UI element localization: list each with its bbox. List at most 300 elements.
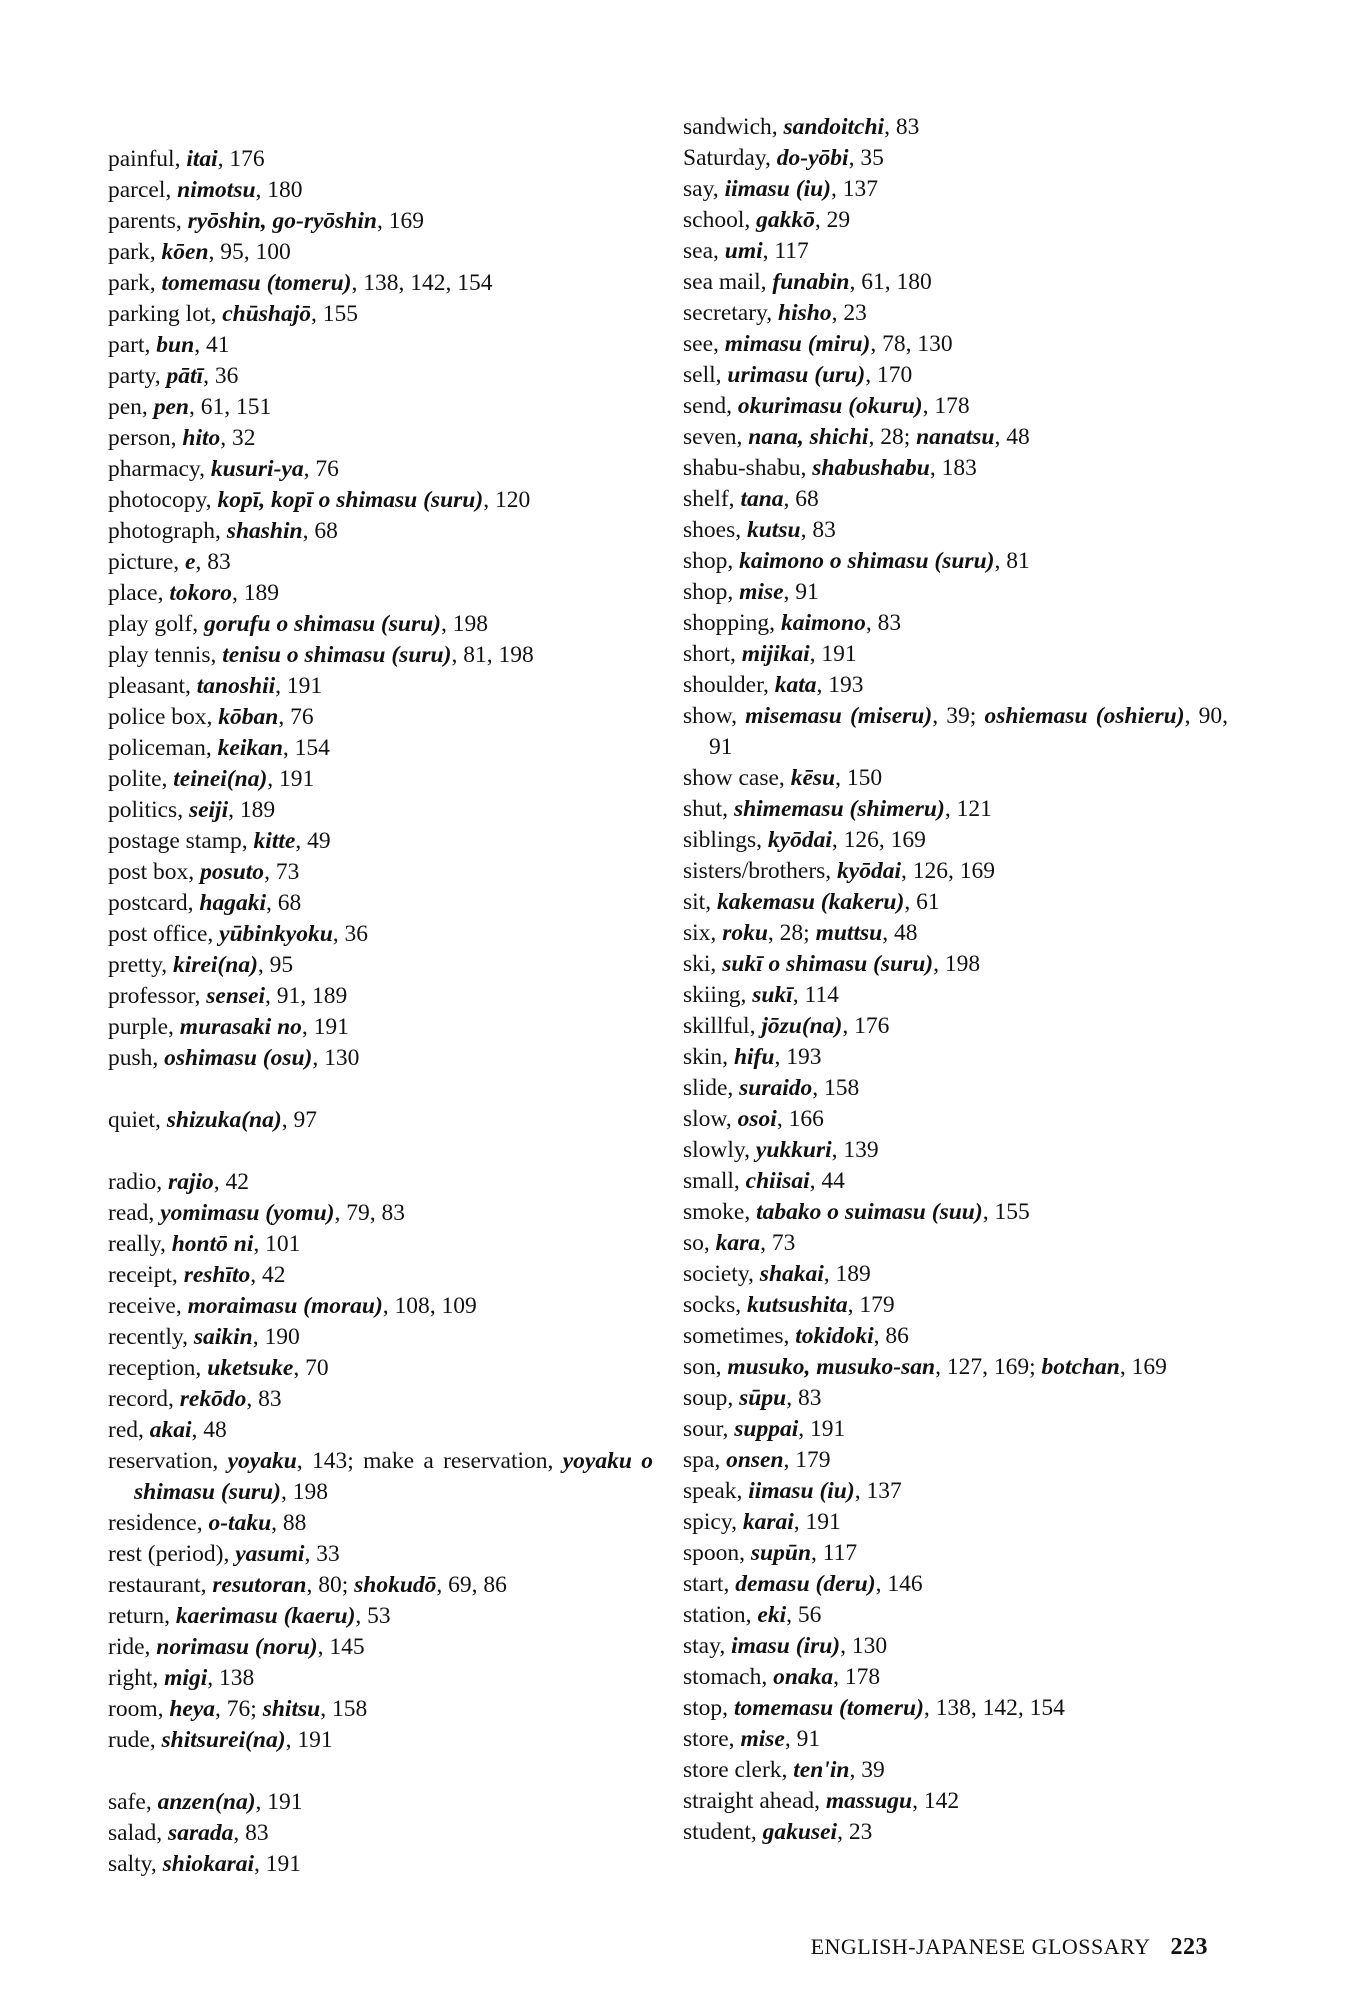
entry-text: shelf, [683, 486, 741, 512]
entry-text: , 191 [793, 1509, 841, 1535]
japanese-term: nana, shichi [748, 424, 869, 450]
glossary-entry [683, 763, 1228, 794]
japanese-term: yoyaku [227, 1448, 297, 1474]
entry-text: , 42 [250, 1262, 286, 1288]
japanese-term: massugu [825, 1788, 913, 1814]
japanese-term: urimasu (uru) [727, 362, 866, 388]
japanese-term: oshimasu (osu) [164, 1045, 313, 1071]
glossary-entry [108, 733, 653, 764]
entry-text: , 193 [816, 672, 864, 698]
glossary-entry [108, 392, 653, 423]
entry-text: sea, [683, 238, 725, 264]
japanese-term: e [185, 549, 196, 575]
entry-text: , 198 [933, 951, 981, 977]
japanese-term: hontō ni [171, 1231, 254, 1257]
japanese-term: itai [186, 146, 218, 172]
entry-text: , 35 [848, 145, 884, 171]
entry-text: , 48 [994, 424, 1030, 450]
japanese-term: tana [740, 486, 784, 512]
entry-text: siblings, [683, 827, 768, 853]
glossary-entry [683, 1104, 1228, 1135]
glossary-entry [683, 608, 1228, 639]
japanese-term: kaimono [780, 610, 866, 636]
entry-text: slowly, [683, 1137, 756, 1163]
entry-text: secretary, [683, 300, 779, 326]
entry-text: sometimes, [683, 1323, 796, 1349]
entry-text: shopping, [683, 610, 781, 636]
entry-text: spoon, [683, 1540, 751, 1566]
entry-text: , 193 [774, 1044, 822, 1070]
entry-text: , 150 [835, 765, 883, 791]
entry-text: , 108, 109 [382, 1293, 477, 1319]
japanese-term: iimasu (iu) [724, 176, 831, 202]
entry-text: postcard, [108, 890, 200, 916]
glossary-entry [683, 1197, 1228, 1228]
japanese-term: chiisai [745, 1168, 810, 1194]
entry-text: policeman, [108, 735, 218, 761]
japanese-term: kakemasu (kakeru) [716, 889, 905, 915]
japanese-term: muttsu [815, 920, 883, 946]
japanese-term: kutsushita [746, 1292, 848, 1318]
entry-text: , 169 [1119, 1354, 1167, 1380]
japanese-term: tomemasu (tomeru) [733, 1695, 924, 1721]
japanese-term: imasu (iru) [731, 1633, 841, 1659]
glossary-entry [683, 174, 1228, 205]
entry-text: , 130 [312, 1045, 360, 1071]
entry-text: painful, [108, 146, 187, 172]
entry-text: , 126, 169 [901, 858, 996, 884]
japanese-term: bun [156, 332, 195, 358]
glossary-entry [108, 206, 653, 237]
glossary-entry [683, 980, 1228, 1011]
glossary-entry [683, 1321, 1228, 1352]
japanese-term: do-yōbi [776, 145, 849, 171]
glossary-entry [683, 1290, 1228, 1321]
entry-text: show, [683, 703, 746, 729]
entry-text: , 61 [904, 889, 940, 915]
entry-text: person, [108, 425, 183, 451]
glossary-entry [683, 267, 1228, 298]
entry-text: park, [108, 270, 162, 296]
entry-text: , 179 [783, 1447, 831, 1473]
japanese-term: kirei(na) [173, 952, 258, 978]
entry-text: post box, [108, 859, 201, 885]
entry-text: radio, [108, 1169, 169, 1195]
entry-text: , 33 [304, 1541, 340, 1567]
entry-text: sisters/brothers, [683, 858, 838, 884]
glossary-entry [683, 918, 1228, 949]
entry-text: , 191 [255, 1789, 303, 1815]
entry-text: , 95, 100 [208, 239, 291, 265]
entry-text: , 23 [837, 1819, 873, 1845]
glossary-entry [108, 330, 653, 361]
page-footer [811, 1934, 1208, 1961]
entry-text: , 198 [441, 611, 489, 637]
entry-text: , 48 [882, 920, 918, 946]
entry-text: , 73 [264, 859, 300, 885]
section-gap [108, 1074, 653, 1105]
glossary-entry [108, 1384, 653, 1415]
glossary-entry [108, 1012, 653, 1043]
japanese-term: rekōdo [179, 1386, 247, 1412]
entry-text: , 191 [301, 1014, 349, 1040]
entry-text: ride, [108, 1634, 157, 1660]
entry-text: rude, [108, 1727, 162, 1753]
entry-text: parking lot, [108, 301, 223, 327]
entry-text: , 142 [912, 1788, 960, 1814]
glossary-entry [108, 1198, 653, 1229]
japanese-term: yūbinkyoku [219, 921, 333, 947]
japanese-term: nimotsu [177, 177, 256, 203]
entry-text: , 76; [215, 1696, 263, 1722]
glossary-column-left [108, 144, 653, 1880]
japanese-term: sūpu [739, 1385, 787, 1411]
entry-text: purple, [108, 1014, 180, 1040]
japanese-term: funabin [772, 269, 850, 295]
entry-text: , 44 [809, 1168, 845, 1194]
japanese-term: o-taku [208, 1510, 272, 1536]
entry-text: stop, [683, 1695, 734, 1721]
glossary-entry [683, 112, 1228, 143]
japanese-term: shabushabu [812, 455, 930, 481]
entry-text: reception, [108, 1355, 208, 1381]
glossary-entry [683, 887, 1228, 918]
entry-text: restaurant, [108, 1572, 213, 1598]
japanese-term: saikin [193, 1324, 253, 1350]
entry-text: safe, [108, 1789, 158, 1815]
entry-text: , 83 [233, 1820, 269, 1846]
glossary-entry [108, 485, 653, 516]
entry-text: reservation, [108, 1448, 228, 1474]
entry-text: place, [108, 580, 170, 606]
glossary-entry [683, 1259, 1228, 1290]
entry-text: skin, [683, 1044, 734, 1070]
japanese-term: mise [739, 579, 784, 605]
entry-text: police box, [108, 704, 219, 730]
entry-text: play tennis, [108, 642, 223, 668]
entry-text: skillful, [683, 1013, 762, 1039]
entry-text: receipt, [108, 1262, 184, 1288]
glossary-entry [683, 577, 1228, 608]
japanese-term: rajio [168, 1169, 214, 1195]
entry-text: store clerk, [683, 1757, 794, 1783]
glossary-entry [108, 919, 653, 950]
glossary-entry [683, 1631, 1228, 1662]
glossary-entry [683, 1662, 1228, 1693]
japanese-term: sukī [752, 982, 793, 1008]
entry-text: part, [108, 332, 157, 358]
japanese-term: murasaki no [179, 1014, 302, 1040]
glossary-entry [683, 1352, 1228, 1383]
glossary-entry [108, 1229, 653, 1260]
entry-text: , 42 [213, 1169, 250, 1195]
glossary-entry [683, 825, 1228, 856]
japanese-term: sukī o shimasu (suru) [722, 951, 934, 977]
section-gap [108, 1756, 653, 1787]
japanese-term: gakusei [762, 1819, 838, 1845]
entry-text: , 117 [762, 238, 809, 264]
glossary-entry [683, 1786, 1228, 1817]
entry-text: , 70 [293, 1355, 329, 1381]
glossary-entry [683, 298, 1228, 329]
entry-text: , 80; [306, 1572, 355, 1598]
japanese-term: tokoro [169, 580, 233, 606]
glossary-entry [683, 639, 1228, 670]
japanese-term: ten'in [793, 1757, 850, 1783]
glossary-entry [108, 1632, 653, 1663]
glossary-entry [683, 1042, 1228, 1073]
glossary-entry [108, 1849, 653, 1880]
entry-text: Saturday, [683, 145, 777, 171]
japanese-term: shakai [759, 1261, 824, 1287]
entry-text: , 191 [798, 1416, 846, 1442]
entry-text: , 91, 189 [265, 983, 348, 1009]
entry-text: sit, [683, 889, 717, 915]
entry-text: shabu-shabu, [683, 455, 813, 481]
entry-text: shoes, [683, 517, 747, 543]
entry-text: , 29 [814, 207, 851, 233]
entry-text: station, [683, 1602, 758, 1628]
entry-text: ski, [683, 951, 723, 977]
japanese-term: akai [149, 1417, 192, 1443]
glossary-entry [108, 1508, 653, 1539]
entry-text: socks, [683, 1292, 747, 1318]
entry-text: seven, [683, 424, 749, 450]
japanese-term: pātī [166, 363, 204, 389]
entry-text: rest (period), [108, 1541, 236, 1567]
entry-text: return, [108, 1603, 176, 1629]
entry-text: , 91 [783, 579, 819, 605]
japanese-term: tabako o suimasu (suu) [756, 1199, 983, 1225]
glossary-entry [108, 1446, 653, 1508]
entry-text: , 158 [812, 1075, 860, 1101]
japanese-term: hito [182, 425, 221, 451]
entry-text: , 130 [840, 1633, 888, 1659]
entry-text: , 158 [320, 1696, 368, 1722]
page-number: 223 [1170, 1934, 1208, 1960]
entry-text: , 180 [255, 177, 303, 203]
entry-text: send, [683, 393, 738, 419]
entry-text: , 145 [317, 1634, 365, 1660]
glossary-entry [108, 1539, 653, 1570]
entry-text: , 68 [302, 518, 338, 544]
entry-text: , 137 [831, 176, 878, 202]
entry-text: , 189 [232, 580, 280, 606]
entry-text: , 114 [792, 982, 839, 1008]
entry-text: , 68 [265, 890, 302, 916]
entry-text: skiing, [683, 982, 753, 1008]
entry-text: , 191 [254, 1851, 302, 1877]
entry-text: , 36 [203, 363, 239, 389]
glossary-entry [108, 671, 653, 702]
glossary-entry [683, 1724, 1228, 1755]
glossary-entry [108, 299, 653, 330]
glossary-entry [683, 205, 1228, 236]
entry-text: , 191 [275, 673, 323, 699]
glossary-entry [108, 795, 653, 826]
glossary-entry [683, 515, 1228, 546]
glossary-entry [108, 981, 653, 1012]
japanese-term: hagaki [199, 890, 266, 916]
entry-text: shoulder, [683, 672, 775, 698]
entry-text: son, [683, 1354, 728, 1380]
glossary-entry [108, 1818, 653, 1849]
entry-text: , 166 [776, 1106, 824, 1132]
japanese-term: yasumi [235, 1541, 305, 1567]
glossary-entry [108, 1787, 653, 1818]
japanese-term: shitsurei(na) [161, 1727, 286, 1753]
glossary-entry [683, 1011, 1228, 1042]
entry-text: , 41 [194, 332, 230, 358]
glossary-entry [683, 1507, 1228, 1538]
glossary-entry [683, 422, 1228, 453]
glossary-entry [108, 547, 653, 578]
japanese-term: teinei(na) [173, 766, 268, 792]
section-gap [108, 1136, 653, 1167]
glossary-entry [108, 702, 653, 733]
entry-text: politics, [108, 797, 189, 823]
glossary-entry [683, 1135, 1228, 1166]
japanese-term: osoi [737, 1106, 777, 1132]
entry-text: recently, [108, 1324, 194, 1350]
entry-text: , 191 [267, 766, 315, 792]
japanese-term: demasu (deru) [735, 1571, 876, 1597]
entry-text: spa, [683, 1447, 727, 1473]
japanese-term: okurimasu (okuru) [737, 393, 923, 419]
entry-text: , 127, 169; [935, 1354, 1042, 1380]
entry-text: , 138, 142, 154 [923, 1695, 1065, 1721]
entry-text: , 154 [282, 735, 330, 761]
entry-text: , 189 [228, 797, 276, 823]
entry-text: , 183 [929, 455, 977, 481]
glossary-entry [108, 144, 653, 175]
entry-text: , 28; [868, 424, 917, 450]
entry-text: sour, [683, 1416, 735, 1442]
glossary-entry [108, 609, 653, 640]
entry-text: , 53 [355, 1603, 391, 1629]
glossary-entry [108, 764, 653, 795]
entry-text: , 137 [854, 1478, 902, 1504]
japanese-term: migi [164, 1665, 208, 1691]
entry-text: pleasant, [108, 673, 197, 699]
entry-text: pretty, [108, 952, 174, 978]
entry-text: stay, [683, 1633, 732, 1659]
japanese-term: shitsu [262, 1696, 321, 1722]
glossary-entry [108, 1694, 653, 1725]
entry-text: , 155 [982, 1199, 1030, 1225]
japanese-term: kara [715, 1230, 761, 1256]
japanese-term: yukkuri [755, 1137, 832, 1163]
entry-text: sea mail, [683, 269, 773, 295]
entry-text: , 178 [833, 1664, 881, 1690]
running-footer-title: ENGLISH-JAPANESE GLOSSARY [810, 1934, 1151, 1959]
japanese-term: roku [722, 920, 768, 946]
entry-text: sell, [683, 362, 728, 388]
entry-text: , 138 [207, 1665, 255, 1691]
entry-text: , 49 [295, 828, 331, 854]
glossary-entry [683, 949, 1228, 980]
entry-text: , 68 [783, 486, 819, 512]
entry-text: see, [683, 331, 725, 357]
japanese-term: hifu [733, 1044, 775, 1070]
entry-text: say, [683, 176, 725, 202]
glossary-entry [683, 670, 1228, 701]
entry-text: , 117 [811, 1540, 858, 1566]
japanese-term: reshīto [183, 1262, 251, 1288]
japanese-term: sandoitchi [783, 114, 885, 140]
japanese-term: tenisu o shimasu (suru) [222, 642, 452, 668]
glossary-entry [108, 1663, 653, 1694]
entry-text: push, [108, 1045, 165, 1071]
japanese-term: mimasu (miru) [724, 331, 871, 357]
entry-text: , 178 [922, 393, 970, 419]
entry-text: , 83 [884, 114, 920, 140]
japanese-term: keikan [217, 735, 283, 761]
glossary-entry [683, 1476, 1228, 1507]
entry-text: residence, [108, 1510, 209, 1536]
glossary-entry [683, 1414, 1228, 1445]
glossary-entry [683, 1693, 1228, 1724]
glossary-entry [108, 888, 653, 919]
japanese-term: kyōdai [767, 827, 832, 853]
entry-text: sandwich, [683, 114, 784, 140]
japanese-term: tomemasu (tomeru) [161, 270, 352, 296]
glossary-entry [683, 391, 1228, 422]
entry-text: , 170 [865, 362, 913, 388]
glossary-entry [683, 1073, 1228, 1104]
entry-text: photograph, [108, 518, 227, 544]
entry-text: pen, [108, 394, 154, 420]
entry-text: , 138, 142, 154 [351, 270, 493, 296]
entry-text: smoke, [683, 1199, 757, 1225]
japanese-term: misemasu (miseru) [745, 703, 933, 729]
entry-text: , 48 [191, 1417, 227, 1443]
entry-text: parents, [108, 208, 188, 234]
glossary-entry [683, 1569, 1228, 1600]
japanese-term: mise [740, 1726, 785, 1752]
entry-text: start, [683, 1571, 736, 1597]
entry-text: , 83 [865, 610, 902, 636]
glossary-entry [108, 950, 653, 981]
entry-text: , 189 [823, 1261, 871, 1287]
glossary-entry [108, 1725, 653, 1756]
glossary-entry [683, 1166, 1228, 1197]
entry-text: speak, [683, 1478, 749, 1504]
glossary-entry [683, 1383, 1228, 1414]
japanese-term: shashin [226, 518, 303, 544]
entry-text: , 101 [253, 1231, 301, 1257]
entry-text: , 39; [932, 703, 985, 729]
entry-text: , 23 [831, 300, 867, 326]
japanese-term: uketsuke [207, 1355, 294, 1381]
japanese-term: nanatsu [916, 424, 995, 450]
entry-text: , 88 [271, 1510, 307, 1536]
entry-text: room, [108, 1696, 170, 1722]
entry-text: really, [108, 1231, 172, 1257]
japanese-term: kōban [218, 704, 279, 730]
japanese-term: iimasu (iu) [748, 1478, 855, 1504]
entry-text: , 76 [278, 704, 314, 730]
glossary-entry [108, 1167, 653, 1198]
entry-text: , 79, 83 [334, 1200, 405, 1226]
entry-text: , 36 [332, 921, 369, 947]
entry-text: , 191 [809, 641, 857, 667]
japanese-term: kata [774, 672, 817, 698]
entry-text: six, [683, 920, 723, 946]
entry-text: photocopy, [108, 487, 218, 513]
entry-text: shop, [683, 548, 740, 574]
glossary-entry [683, 1755, 1228, 1786]
